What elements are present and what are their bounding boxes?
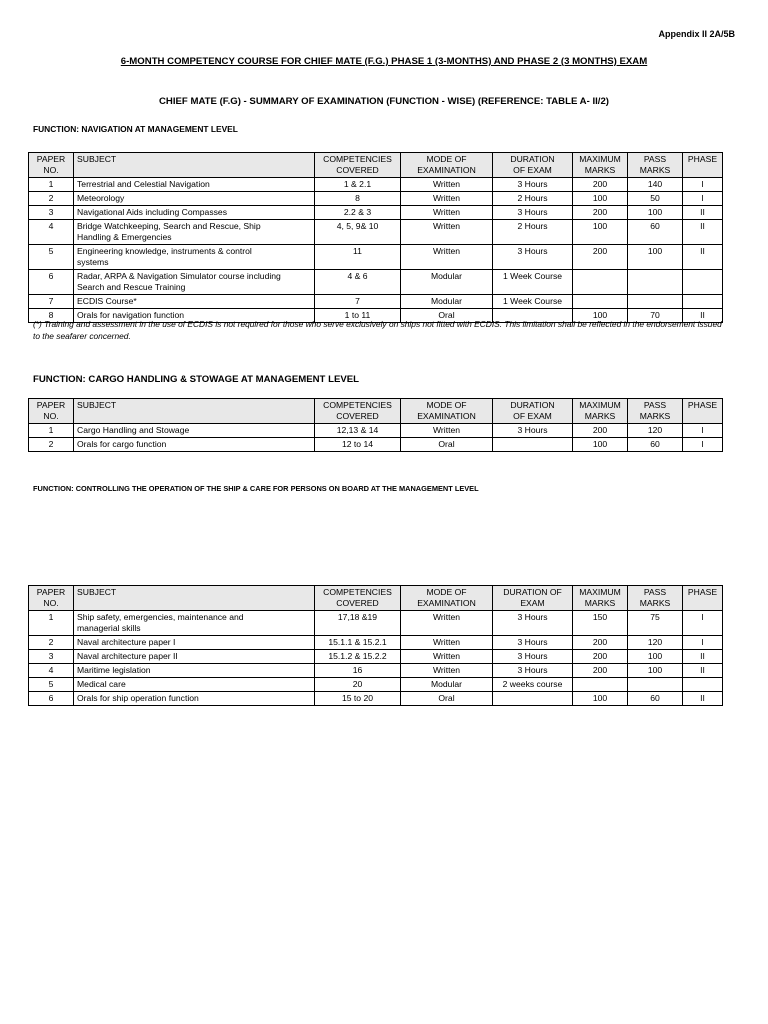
cell-line: PASS	[643, 400, 667, 410]
phase-cell: II	[683, 692, 723, 706]
cell-line: Terrestrial and Celestial Navigation	[77, 179, 210, 189]
pass-marks-cell: 50	[628, 192, 683, 206]
max-marks-header	[573, 153, 628, 178]
cell-line: OF EXAM	[513, 165, 552, 175]
max-marks-cell	[573, 270, 628, 295]
cell-line: ECDIS Course*	[77, 296, 137, 306]
cell-line: MARKS	[639, 411, 671, 421]
ship-operation-exam-table	[28, 585, 723, 706]
mode-cell: Written	[401, 245, 493, 270]
competencies-cell: 15 to 20	[315, 692, 401, 706]
mode-cell: Modular	[401, 678, 493, 692]
subject-cell	[74, 650, 315, 664]
cell-line: PASS	[643, 587, 667, 597]
cell-line: Radar, ARPA & Navigation Simulator course including	[77, 271, 281, 281]
cell-line: Ship safety, emergencies, maintenance and	[77, 612, 244, 622]
pass-marks-cell	[628, 678, 683, 692]
cell-line: Naval architecture paper II	[77, 651, 178, 661]
competencies-cell: 15.1.1 & 15.2.1	[315, 636, 401, 650]
pass-marks-cell: 100	[628, 245, 683, 270]
phase-cell: II	[683, 650, 723, 664]
duration-cell: 3 Hours	[493, 424, 573, 438]
paper-no-cell: 3	[29, 206, 74, 220]
competencies-cell: 17,18 &19	[315, 611, 401, 636]
paper-no-header	[29, 153, 74, 178]
competencies-cell: 2.2 & 3	[315, 206, 401, 220]
phase-header: PHASE	[683, 153, 723, 178]
pass-marks-cell: 120	[628, 424, 683, 438]
cell-line: MAXIMUM	[579, 400, 621, 410]
paper-no-cell: 5	[29, 678, 74, 692]
competencies-cell: 12,13 & 14	[315, 424, 401, 438]
pass-marks-cell: 100	[628, 650, 683, 664]
competencies-cell: 16	[315, 664, 401, 678]
cell-line: systems	[77, 257, 109, 267]
cell-line: EXAM	[520, 598, 545, 608]
mode-cell: Oral	[401, 692, 493, 706]
duration-header	[493, 586, 573, 611]
subject-cell	[74, 664, 315, 678]
competencies-cell: 15.1.2 & 15.2.2	[315, 650, 401, 664]
max-marks-cell	[573, 295, 628, 309]
duration-cell: 3 Hours	[493, 650, 573, 664]
cell-line: PAPER	[36, 154, 66, 164]
table-row	[29, 678, 723, 692]
table-row	[29, 270, 723, 295]
subject-cell	[74, 424, 315, 438]
table-header-row	[29, 586, 723, 611]
max-marks-cell: 200	[573, 664, 628, 678]
phase-cell: II	[683, 206, 723, 220]
max-marks-cell: 150	[573, 611, 628, 636]
paper-no-cell: 8	[29, 309, 74, 323]
phase-header: PHASE	[683, 586, 723, 611]
cell-line: EXAMINATION	[417, 598, 476, 608]
competencies-cell: 20	[315, 678, 401, 692]
paper-no-cell: 2	[29, 192, 74, 206]
subject-cell	[74, 178, 315, 192]
subject-cell	[74, 192, 315, 206]
mode-cell: Written	[401, 636, 493, 650]
competencies-cell: 7	[315, 295, 401, 309]
cell-line: MAXIMUM	[579, 587, 621, 597]
competencies-header	[315, 399, 401, 424]
cell-line: COVERED	[336, 411, 379, 421]
cell-line: OF EXAM	[513, 411, 552, 421]
cell-line: Bridge Watchkeeping, Search and Rescue, Ship	[77, 221, 261, 231]
mode-cell: Written	[401, 611, 493, 636]
cell-line: COVERED	[336, 165, 379, 175]
cell-line: DURATION	[510, 154, 555, 164]
mode-header	[401, 399, 493, 424]
phase-cell	[683, 270, 723, 295]
competencies-cell: 4, 5, 9& 10	[315, 220, 401, 245]
phase-header: PHASE	[683, 399, 723, 424]
document-title: 6-MONTH COMPETENCY COURSE FOR CHIEF MATE (F.G.) PHASE 1 (3-MONTHS) AND PHASE 2 (3 MONTHS) EXAM	[120, 56, 648, 67]
phase-cell	[683, 295, 723, 309]
cell-line: Maritime legislation	[77, 665, 151, 675]
mode-cell: Written	[401, 206, 493, 220]
duration-cell: 2 Hours	[493, 220, 573, 245]
cell-line: MODE OF	[426, 400, 467, 410]
max-marks-cell: 200	[573, 245, 628, 270]
ecdis-footnote: (*) Training and assessment in the use of ECDIS is not required for those who serve exclusively on ships not fitted with ECDIS. This limitation shall be reflected in the endorsement issued to the seafarer concerned.	[33, 319, 722, 341]
cell-line: Orals for navigation function	[77, 310, 185, 320]
paper-no-header	[29, 586, 74, 611]
table-row	[29, 424, 723, 438]
pass-marks-cell: 100	[628, 664, 683, 678]
cell-line: MAXIMUM	[579, 154, 621, 164]
phase-cell: I	[683, 424, 723, 438]
mode-cell: Written	[401, 220, 493, 245]
table-row	[29, 206, 723, 220]
duration-cell: 3 Hours	[493, 206, 573, 220]
cell-line: MARKS	[584, 598, 616, 608]
cell-line: NO.	[43, 411, 59, 421]
cell-line: EXAMINATION	[417, 411, 476, 421]
mode-cell: Modular	[401, 295, 493, 309]
duration-cell: 3 Hours	[493, 636, 573, 650]
cell-line: COMPETENCIES	[323, 154, 392, 164]
pass-marks-cell: 60	[628, 692, 683, 706]
paper-no-cell: 2	[29, 636, 74, 650]
table-row	[29, 664, 723, 678]
paper-no-cell: 1	[29, 611, 74, 636]
pass-marks-cell: 70	[628, 309, 683, 323]
competencies-header	[315, 153, 401, 178]
cell-line: EXAMINATION	[417, 165, 476, 175]
subject-cell	[74, 220, 315, 245]
max-marks-cell: 100	[573, 438, 628, 452]
pass-marks-header	[628, 586, 683, 611]
mode-header	[401, 153, 493, 178]
mode-header	[401, 586, 493, 611]
max-marks-cell: 100	[573, 309, 628, 323]
paper-no-cell: 6	[29, 270, 74, 295]
cell-line: COMPETENCIES	[323, 400, 392, 410]
document-subtitle: CHIEF MATE (F.G) - SUMMARY OF EXAMINATION (FUNCTION - WISE) (REFERENCE: TABLE A- II/2)	[159, 96, 609, 107]
duration-cell: 1 Week Course	[493, 270, 573, 295]
phase-cell: II	[683, 220, 723, 245]
mode-cell: Written	[401, 650, 493, 664]
cell-line: Meteorology	[77, 193, 125, 203]
max-marks-cell: 200	[573, 650, 628, 664]
table-row	[29, 295, 723, 309]
table-row	[29, 611, 723, 636]
cell-line: Engineering knowledge, instruments & control	[77, 246, 252, 256]
mode-cell: Written	[401, 178, 493, 192]
cell-line: COVERED	[336, 598, 379, 608]
table-row	[29, 192, 723, 206]
duration-cell	[493, 438, 573, 452]
cell-line: MARKS	[584, 411, 616, 421]
navigation-exam-table	[28, 152, 723, 323]
subject-header: SUBJECT	[74, 586, 315, 611]
cell-line: Search and Rescue Training	[77, 282, 186, 292]
subject-cell	[74, 611, 315, 636]
cell-line: Medical care	[77, 679, 126, 689]
phase-cell: II	[683, 664, 723, 678]
cell-line: MARKS	[639, 165, 671, 175]
phase-cell: I	[683, 192, 723, 206]
paper-no-cell: 4	[29, 664, 74, 678]
cell-line: PASS	[643, 154, 667, 164]
cell-line: DURATION	[510, 400, 555, 410]
max-marks-cell: 200	[573, 636, 628, 650]
cell-line: MODE OF	[426, 154, 467, 164]
cell-line: Orals for ship operation function	[77, 693, 199, 703]
cell-line: managerial skills	[77, 623, 141, 633]
subject-cell	[74, 438, 315, 452]
table-row	[29, 636, 723, 650]
subject-header: SUBJECT	[74, 399, 315, 424]
cell-line: MARKS	[639, 598, 671, 608]
table-row	[29, 220, 723, 245]
pass-marks-cell: 100	[628, 206, 683, 220]
cell-line: MODE OF	[426, 587, 467, 597]
subject-cell	[74, 206, 315, 220]
table-row	[29, 692, 723, 706]
mode-cell: Oral	[401, 438, 493, 452]
phase-cell: I	[683, 178, 723, 192]
cell-line: Navigational Aids including Compasses	[77, 207, 227, 217]
cell-line: MARKS	[584, 165, 616, 175]
mode-cell: Written	[401, 664, 493, 678]
subject-cell	[74, 245, 315, 270]
mode-cell: Oral	[401, 309, 493, 323]
function-heading-cargo: FUNCTION: CARGO HANDLING & STOWAGE AT MANAGEMENT LEVEL	[33, 374, 359, 385]
phase-cell: I	[683, 438, 723, 452]
cell-line: COMPETENCIES	[323, 587, 392, 597]
phase-cell: I	[683, 636, 723, 650]
pass-marks-cell: 75	[628, 611, 683, 636]
pass-marks-cell: 140	[628, 178, 683, 192]
paper-no-cell: 1	[29, 178, 74, 192]
pass-marks-header	[628, 399, 683, 424]
subject-cell	[74, 692, 315, 706]
cell-line: Orals for cargo function	[77, 439, 167, 449]
subject-header: SUBJECT	[74, 153, 315, 178]
duration-cell: 2 weeks course	[493, 678, 573, 692]
duration-cell: 3 Hours	[493, 178, 573, 192]
mode-cell: Modular	[401, 270, 493, 295]
paper-no-cell: 3	[29, 650, 74, 664]
max-marks-header	[573, 399, 628, 424]
duration-cell: 1 Week Course	[493, 295, 573, 309]
paper-no-cell: 1	[29, 424, 74, 438]
subject-cell	[74, 270, 315, 295]
duration-header	[493, 153, 573, 178]
table-row	[29, 245, 723, 270]
paper-no-header	[29, 399, 74, 424]
cell-line: DURATION OF	[503, 587, 562, 597]
paper-no-cell: 6	[29, 692, 74, 706]
function-heading-navigation: FUNCTION: NAVIGATION AT MANAGEMENT LEVEL	[33, 124, 238, 134]
max-marks-cell: 200	[573, 178, 628, 192]
cell-line: Naval architecture paper I	[77, 637, 176, 647]
pass-marks-cell	[628, 295, 683, 309]
max-marks-cell: 200	[573, 206, 628, 220]
competencies-cell: 4 & 6	[315, 270, 401, 295]
table-header-row	[29, 153, 723, 178]
appendix-reference: Appendix II 2A/5B	[658, 29, 735, 39]
duration-cell	[493, 692, 573, 706]
max-marks-cell: 100	[573, 692, 628, 706]
paper-no-cell: 4	[29, 220, 74, 245]
cell-line: NO.	[43, 165, 59, 175]
competencies-cell: 1 to 11	[315, 309, 401, 323]
competencies-cell: 11	[315, 245, 401, 270]
cargo-exam-table	[28, 398, 723, 452]
competencies-cell: 1 & 2.1	[315, 178, 401, 192]
duration-cell: 3 Hours	[493, 611, 573, 636]
pass-marks-header	[628, 153, 683, 178]
pass-marks-cell: 60	[628, 438, 683, 452]
subject-cell	[74, 295, 315, 309]
cell-line: NO.	[43, 598, 59, 608]
cell-line: PAPER	[36, 400, 66, 410]
duration-cell: 3 Hours	[493, 664, 573, 678]
subject-cell	[74, 678, 315, 692]
table-row	[29, 438, 723, 452]
pass-marks-cell: 120	[628, 636, 683, 650]
max-marks-cell: 200	[573, 424, 628, 438]
competencies-cell: 12 to 14	[315, 438, 401, 452]
mode-cell: Written	[401, 192, 493, 206]
paper-no-cell: 2	[29, 438, 74, 452]
paper-no-cell: 5	[29, 245, 74, 270]
max-marks-cell	[573, 678, 628, 692]
competencies-header	[315, 586, 401, 611]
max-marks-cell: 100	[573, 220, 628, 245]
mode-cell: Written	[401, 424, 493, 438]
max-marks-cell: 100	[573, 192, 628, 206]
cell-line: Cargo Handling and Stowage	[77, 425, 190, 435]
table-header-row	[29, 399, 723, 424]
competencies-cell: 8	[315, 192, 401, 206]
phase-cell: I	[683, 611, 723, 636]
max-marks-header	[573, 586, 628, 611]
phase-cell	[683, 678, 723, 692]
table-row	[29, 650, 723, 664]
duration-cell: 3 Hours	[493, 245, 573, 270]
function-heading-ship-operation: FUNCTION: CONTROLLING THE OPERATION OF THE SHIP & CARE FOR PERSONS ON BOARD AT THE MANAGEMENT LEVEL	[33, 484, 479, 493]
pass-marks-cell: 60	[628, 220, 683, 245]
pass-marks-cell	[628, 270, 683, 295]
phase-cell: II	[683, 245, 723, 270]
duration-header	[493, 399, 573, 424]
subject-cell	[74, 636, 315, 650]
cell-line: Handling & Emergencies	[77, 232, 172, 242]
table-row	[29, 178, 723, 192]
paper-no-cell: 7	[29, 295, 74, 309]
duration-cell: 2 Hours	[493, 192, 573, 206]
phase-cell: II	[683, 309, 723, 323]
cell-line: PAPER	[36, 587, 66, 597]
